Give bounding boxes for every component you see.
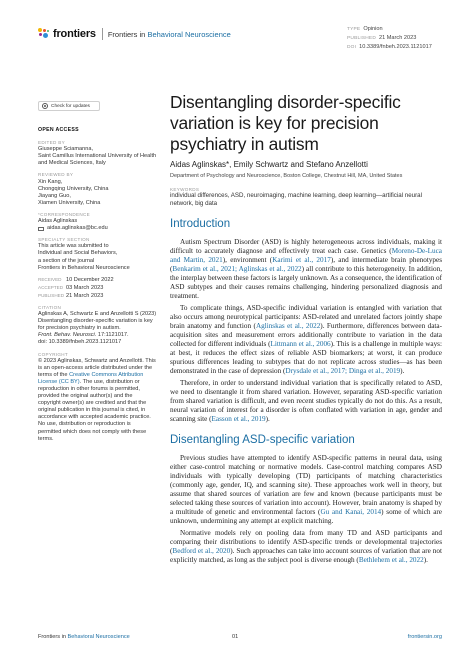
keywords: individual differences, ASD, neuroimaging, machine learning, deep learning—artificial neural network, big data [170, 192, 423, 207]
open-access-label: OPEN ACCESS [38, 127, 79, 133]
footer-journal[interactable]: Frontiers in Behavioral Neuroscience [38, 634, 130, 640]
article-authors: Aidas Aglinskas*, Emily Schwartz and Stefano Anzellotti [170, 160, 368, 169]
citation-link[interactable]: Karimi et al., 2017 [272, 256, 331, 264]
logo-text: frontiers [53, 28, 96, 40]
correspondence-email[interactable]: aidas.aglinskas@bc.edu [38, 225, 166, 232]
article-type: TYPE Opinion [347, 26, 383, 32]
article-dates: RECEIVED 10 December 2022 ACCEPTED 03 March 2023 PUBLISHED 21 March 2023 [38, 276, 114, 299]
paragraph-4: Previous studies have attempted to identify ASD-specific patterns in neural data, using either case-control matching or normative models. Case-control matching compares ASD individuals with typically developing (TD) participants of matching characteristics (commonly age, gender, IQ, and scanning site). These approaches work well in theory, but assume that shared sources of variation are few and known (because participants must be selected taking these sources of variation into account). However, brain anatomy is shaped by a multitude of genetic and environmental factors (Gu and Kanai, 2014) some of which are unknown, undermining any attempt at explicit matching. [170, 454, 442, 525]
article-sidebar [38, 127, 166, 443]
edited-by-heading: EDITED BY [38, 140, 65, 146]
paragraph-5: Normative models rely on pooling data from many TD and ASD participants and comparing their distributions to identify ASD-specific trends or developmental trajectories (Bedford et al., 2020). Such approaches can take into account sources of variation that are not explicitly matched, as long as the subject pool is diverse enough (Bethlehem et al., 2022). [170, 529, 442, 564]
citation-link[interactable]: Moreno-De-Luca and Martin, 2021 [170, 247, 442, 264]
frontiers-logo-icon [38, 28, 50, 40]
article-published: PUBLISHED 21 March 2023 [347, 35, 417, 41]
section-heading-introduction: Introduction [170, 218, 231, 230]
page-number: 01 [232, 634, 239, 640]
check-updates-label: Check for updates [51, 103, 90, 109]
mail-icon [38, 227, 44, 231]
article-doi[interactable]: DOI 10.3389/fnbeh.2023.1121017 [347, 44, 432, 50]
edited-by: Giuseppe Sciamanna, Saint Camillus International University of Health and Medical Sciences, Italy [38, 146, 157, 167]
cc-license-link[interactable]: Creative Commons Attribution [69, 371, 144, 378]
citation-link[interactable]: Littmann et al., 2006 [270, 340, 331, 348]
paragraph-3: Therefore, in order to understand individual variation that is specifically related to ASD, we need to disentangle it from shared variation. However, separating ASD-specific variation from shared variation is difficult, and even recent studies typically do not do this. As a result, neural variation of interest for a disorder is often conflated with variation in age, gender and scanning site (Easson et al., 2019). [170, 379, 442, 423]
article-title: Disentangling disorder-specific variation is key for precision psychiatry in autism [170, 92, 401, 154]
keywords-heading: KEYWORDS [170, 187, 200, 192]
section-heading-disentangling: Disentangling ASD-specific variation [170, 434, 355, 446]
article-affiliation: Department of Psychology and Neuroscience, Boston College, Chestnut Hill, MA, United States [170, 173, 403, 179]
reviewed-by-heading: REVIEWED BY [38, 172, 74, 178]
citation-link[interactable]: Drysdale et al., 2017; Dinga et al., 2019 [285, 367, 401, 375]
specialty-heading: SPECIALTY SECTION [38, 237, 90, 243]
citation-link[interactable]: Bedford et al., 2020 [172, 547, 231, 555]
check-updates-icon [42, 103, 48, 109]
paragraph-1: Autism Spectrum Disorder (ASD) is highly heterogeneous across individuals, making it difficult to accurately diagnose and effectively treat each case. Genetics (Moreno-De-Luca and Martin, 2021), environment (Karimi et al., 2017), and intermediate brain phenotypes (Benkarim et al., 2021; Aglinskas et al., 2022) all contribute to this heterogeneity. In addition, the interplay between these factors is largely unknown. As a consequence, the identification of ASD subtypes and their causes remains challenging, hindering personalized diagnosis and treatment. [170, 238, 442, 300]
citation-link[interactable]: Gu and Kanai, 2014 [320, 508, 382, 516]
citation: Aglinskas A, Schwartz E and Anzellotti S (2023) Disentangling disorder-specific variation is key for precision psychiatry in autism. Front. Behav. Neurosci. 17:1121017. doi: 10.3389/fnbeh.2023.1121017 [38, 311, 157, 346]
correspondence: Aidas Aglinskas aidas.aglinskas@bc.edu [38, 218, 166, 232]
citation-link[interactable]: Bethlehem et al., 2022 [358, 556, 424, 564]
article-meta [347, 25, 432, 52]
logo-divider [102, 28, 103, 40]
footer-site-link[interactable]: frontiersin.org [407, 634, 442, 640]
frontiers-logo[interactable] [38, 28, 231, 40]
citation-heading: CITATION [38, 304, 62, 310]
paragraph-2: To complicate things, ASD-specific individual variation is entangled with variation that also occurs among neurotypical participants: ASD-related and unrelated factors jointly shape brain anatomy and function (Aglinskas et al., 2022). Furthermore, differences between data-acquisition sites and measurement errors additionally contribute to variation in the data collected for different individuals (Littmann et al., 2006). This is a challenge in multiple ways: at best, it reduces the effect sizes of reliable ASD biomarkers; at worst, it can produce spurious differences leading to subtypes that do not replicate across studies—as has been demonstrated in the case of depression (Drysdale et al., 2017; Dinga et al., 2019). [170, 304, 442, 375]
copyright-heading: COPYRIGHT [38, 351, 69, 357]
cc-license-link-cont[interactable]: License (CC BY) [38, 378, 80, 385]
reviewed-by: Xin Kang, Chongqing University, China Jiayang Guo, Xiamen University, China [38, 178, 109, 206]
specialty-section: This article was submitted to Individual and Social Behaviors, a section of the journal Frontiers in Behavioral Neuroscience [38, 243, 130, 271]
journal-name[interactable]: Frontiers in Behavioral Neuroscience [107, 29, 231, 39]
citation-link[interactable]: Easson et al., 2019 [211, 415, 266, 423]
article-main [170, 92, 442, 568]
citation-link[interactable]: Benkarim et al., 2021; Aglinskas et al., 2022 [172, 265, 302, 273]
check-for-updates-button[interactable] [38, 101, 100, 111]
correspondence-heading: *CORRESPONDENCE [38, 211, 90, 217]
citation-link[interactable]: Aglinskas et al., 2022 [255, 322, 321, 330]
copyright: © 2023 Aglinskas, Schwartz and Anzellotti. This is an open-access article distributed under the terms of the Creative Commons Attribution License (CC BY). The use, distribution or reproduction in other forums is permitted, provided the original author(s) and the copyright owner(s) are credited and that the original publication in this journal is cited, in accordance with accepted academic practice. No use, distribution or reproduction is permitted which does not comply with these terms. [38, 357, 156, 442]
